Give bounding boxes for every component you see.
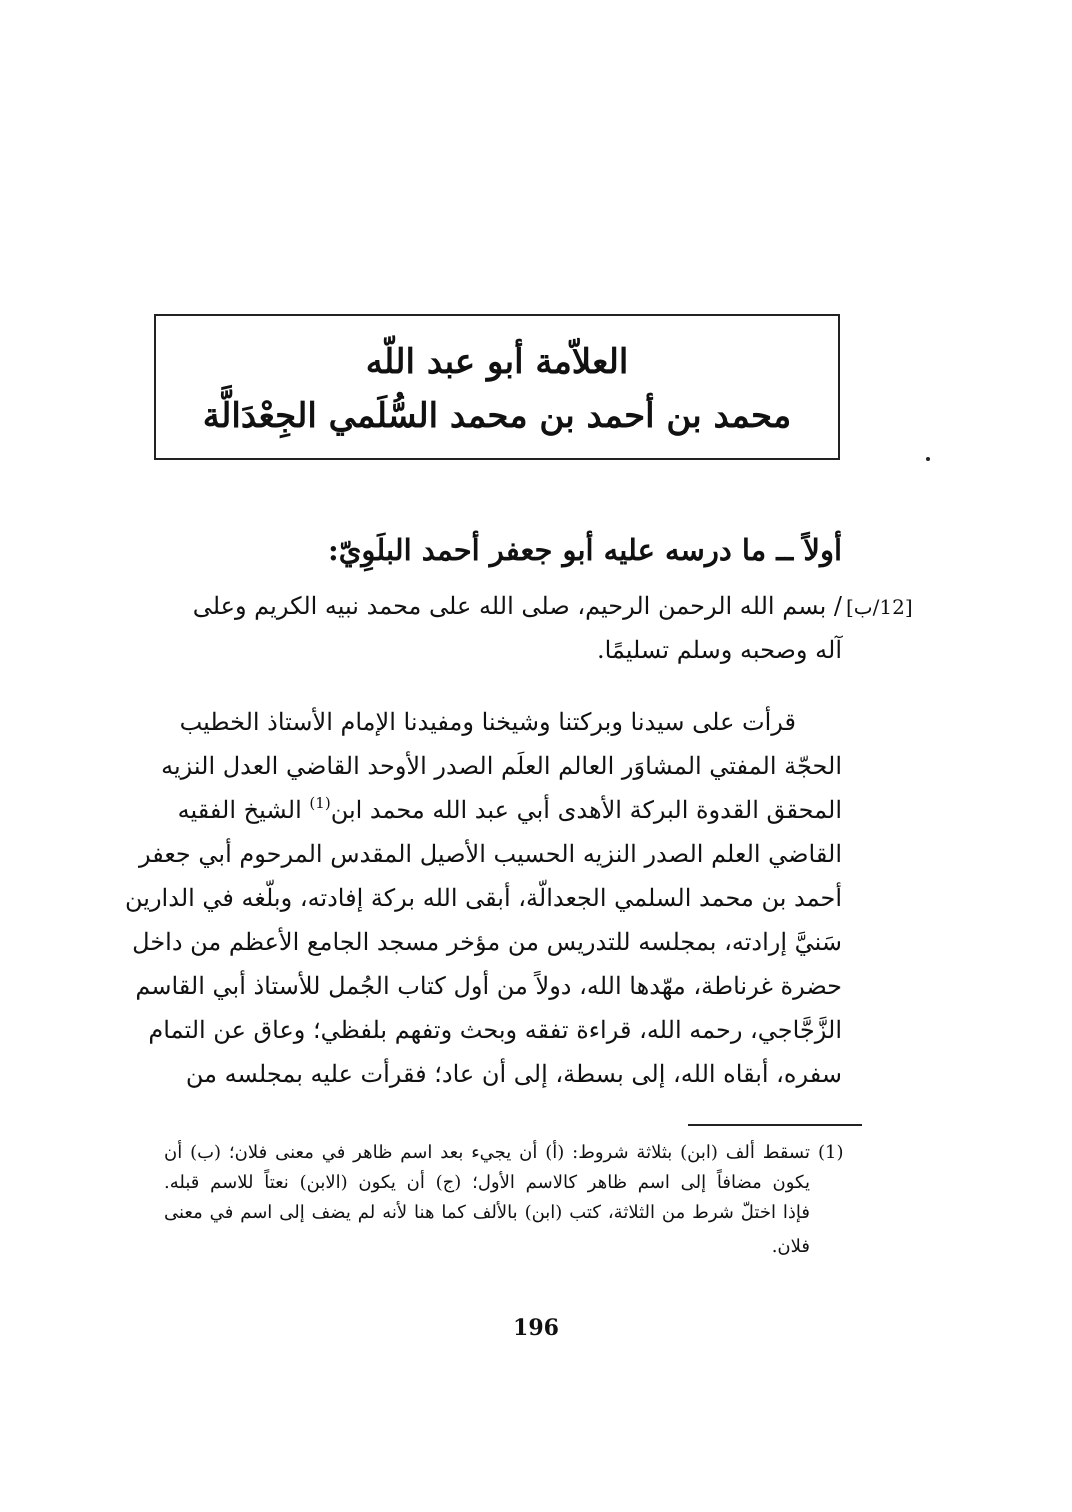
body-line-3-start: المحقق القدوة البركة الأهدى أبي عبد الله محمد ابن <box>330 796 842 824</box>
body-line-1: قرأت على سيدنا وبركتنا وشيخنا ومفيدنا الإمام الأستاذ الخطيب <box>179 708 796 736</box>
title-box <box>154 314 840 460</box>
footnote-line-3: فإذا اختلّ شرط من الثلاثة، كتب (ابن) بالألف كما هنا لأنه لم يضف إلى اسم في معنى <box>164 1202 810 1223</box>
page-number: 196 <box>513 1315 559 1341</box>
title-line-1: العلاّمة أبو عبد اللّه <box>365 342 629 382</box>
body-line-5: أحمد بن محمد السلمي الجعدالّة، أبقى الله بركة إفادته، وبلّغه في الدارين <box>125 884 842 912</box>
body-line-6: سَنيَّ إرادته، بمجلسه للتدريس من مؤخر مسجد الجامع الأعظم من داخل <box>132 928 842 956</box>
footnote-marker: (1) <box>309 794 331 812</box>
body-line-4: القاضي العلم الصدر النزيه الحسيب الأصيل المقدس المرحوم أبي جعفر <box>138 840 842 868</box>
body-line-3-end: الشيخ الفقيه <box>177 796 310 824</box>
body-line-9: سفره، أبقاه الله، إلى بسطة، إلى أن عاد؛ فقرأت عليه بمجلسه من <box>185 1060 842 1088</box>
margin-folio-reference: [12/ب] <box>846 595 913 619</box>
footnote-line-1: تسقط ألف (ابن) بثلاثة شروط: (أ) أن يجيء بعد اسم ظاهر في معنى فلان؛ (ب) أن <box>164 1142 810 1163</box>
footnote-line-2: يكون مضافاً إلى اسم ظاهر كالاسم الأول؛ (ج) أن يكون (الابن) نعتاً للاسم قبله. <box>164 1172 810 1193</box>
opening-line-2: آله وصحبه وسلم تسليمًا. <box>596 636 842 664</box>
body-line-2: الحجّة المفتي المشاوَر العالم العلَم الصدر الأوحد القاضي العدل النزيه <box>161 752 842 780</box>
footnote-number: (1) <box>818 1142 844 1163</box>
footnote-line-4: فلان. <box>771 1236 810 1257</box>
stray-ink-dot <box>926 457 930 461</box>
body-line-7: حضرة غرناطة، مهّدها الله، دولاً من أول كتاب الجُمل للأستاذ أبي القاسم <box>135 972 842 1000</box>
footnote-separator <box>688 1124 862 1126</box>
opening-line-1: / بسم الله الرحمن الرحيم، صلى الله على محمد نبيه الكريم وعلى <box>192 592 842 620</box>
title-line-2: محمد بن أحمد بن محمد السُّلَمي الجِعْدَالَّة <box>202 396 792 436</box>
body-line-3 <box>177 792 842 828</box>
body-line-8: الزَّجَّاجي، رحمه الله، قراءة تفقه وبحث وتفهم بلفظي؛ وعاق عن التمام <box>148 1016 842 1044</box>
section-heading: أولاً ــ ما درسه عليه أبو جعفر أحمد البلَوِيّ: <box>328 533 842 567</box>
